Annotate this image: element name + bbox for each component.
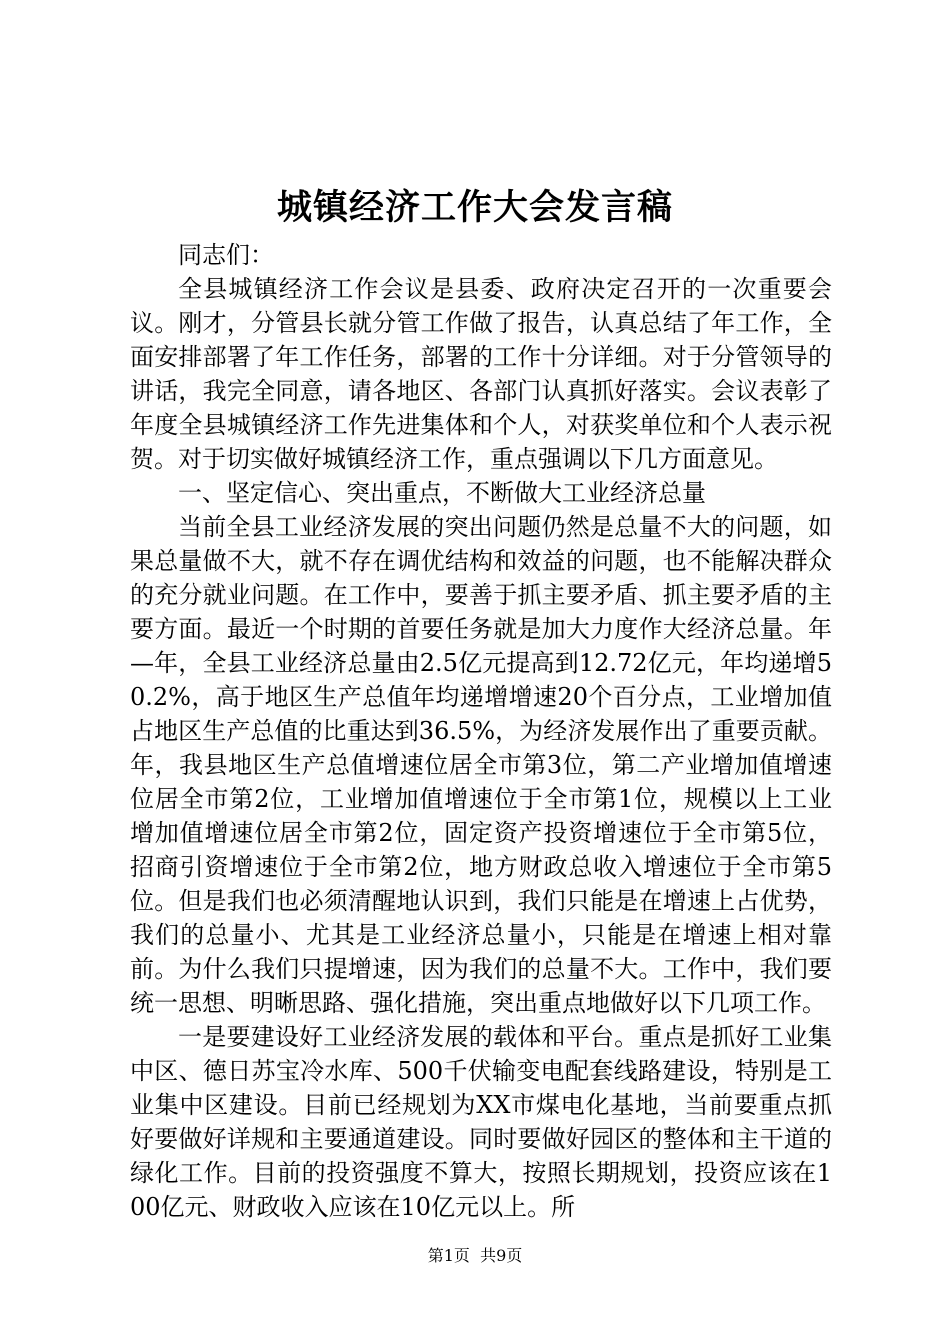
document-body — [130, 238, 832, 1224]
page-footer — [0, 1246, 950, 1266]
body-paragraph: 一是要建设好工业经济发展的载体和平台。重点是抓好工业集中区、德日苏宝冷水库、500千伏输变电配套线路建设，特别是工业集中区建设。目前已经规划为XX市煤电化基地，当前要重点抓好要做好详规和主要通道建设。同时要做好园区的整体和主干道的绿化工作。目前的投资强度不算大，按照长期规划，投资应该在100亿元、财政收入应该在10亿元以上。所 — [130, 1023, 832, 1221]
salutation-paragraph: 同志们： — [178, 241, 274, 269]
body-paragraph: 全县城镇经济工作会议是县委、政府决定召开的一次重要会议。刚才，分管县长就分管工作做了报告，认真总结了年工作，全面安排部署了年工作任务，部署的工作十分详细。对于分管领导的讲话，我完全同意，请各地区、各部门认真抓好落实。会议表彰了年度全县城镇经济工作先进集体和个人，对获奖单位和个人表示祝贺。对于切实做好城镇经济工作，重点强调以下几方面意见。 — [130, 275, 832, 473]
body-paragraph: 当前全县工业经济发展的突出问题仍然是总量不大的问题，如果总量做不大，就不存在调优结构和效益的问题，也不能解决群众的充分就业问题。在工作中，要善于抓主要矛盾、抓主要矛盾的主要方面。最近一个时期的首要任务就是加大力度作大经济总量。年—年，全县工业经济总量由2.5亿元提高到12.72亿元，年均递增50.2%，高于地区生产总值年均递增增速20个百分点，工业增加值占地区生产总值的比重达到36.5%，为经济发展作出了重要贡献。年，我县地区生产总值增速位居全市第3位，第二产业增加值增速位居全市第2位，工业增加值增速位于全市第1位，规模以上工业增加值增速位居全市第2位，固定资产投资增速位于全市第5位，招商引资增速位于全市第2位，地方财政总收入增速位于全市第5位。但是我们也必须清醒地认识到，我们只能是在增速上占优势，我们的总量小、尤其是工业经济总量小，只能是在增速上相对靠前。为什么我们只提增速，因为我们的总量不大。工作中，我们要统一思想、明晰思路、强化措施，突出重点地做好以下几项工作。 — [130, 513, 832, 1017]
page-number-label: 第1页 共9页 — [427, 1246, 523, 1265]
section-heading: 一、坚定信心、突出重点，不断做大工业经济总量 — [178, 479, 706, 507]
document-title: 城镇经济工作大会发言稿 — [276, 187, 673, 228]
